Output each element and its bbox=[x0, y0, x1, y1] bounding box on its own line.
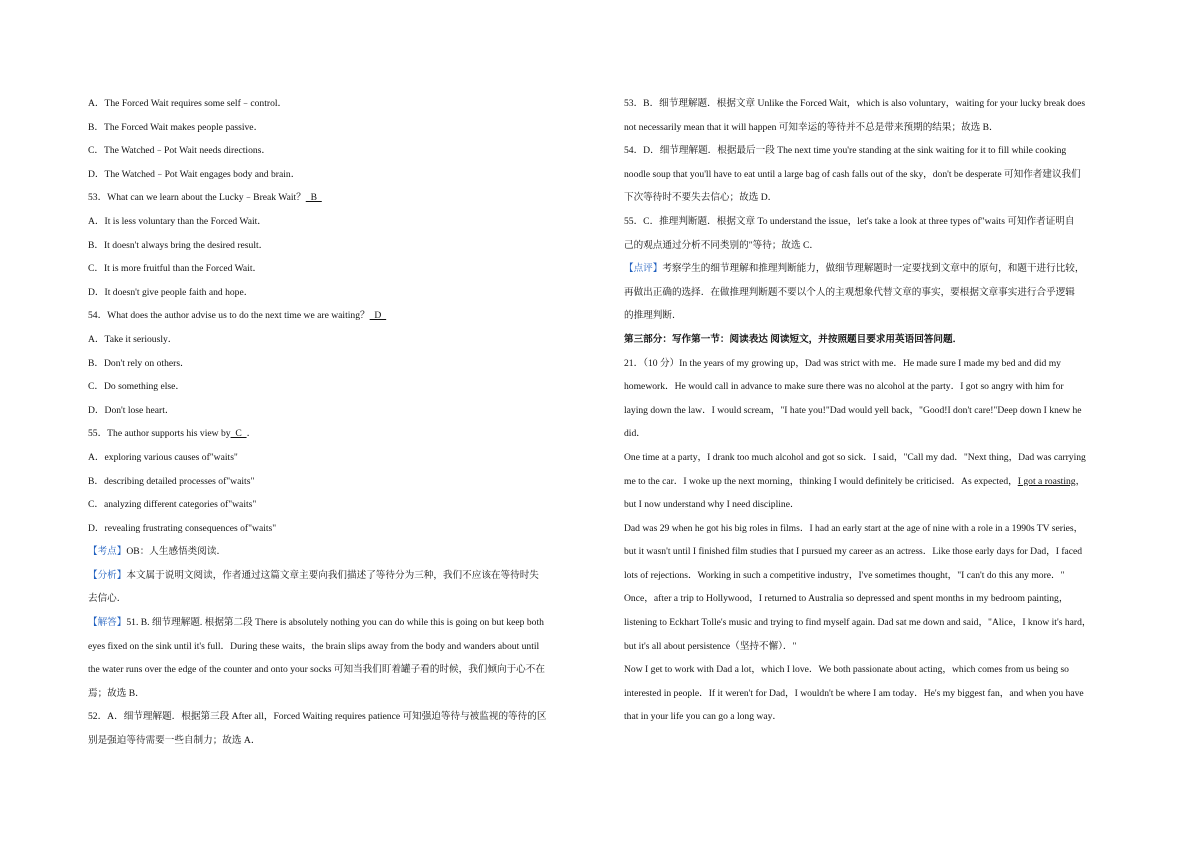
kaodian-tag: 【考点】 bbox=[88, 546, 127, 558]
jieda-tag: 【解答】 bbox=[88, 617, 127, 629]
fenxi-line-2: 去信心． bbox=[88, 593, 127, 605]
passage-21-line-2: homework．He would call in advance to make sure there was no alcohol at the party．I got so angry with him for bbox=[624, 381, 1064, 393]
passage-p2-line-2-pre: me to the car．I woke up the next morning，thinking I would definitely be criticised．As expected， bbox=[624, 475, 1018, 487]
passage-p2-line-2 bbox=[624, 470, 1128, 494]
question-54-text: 54．What does the author advise us to do the next time we are waiting？ bbox=[88, 310, 370, 322]
jieda-line-3: the water runs over the edge of the counter and onto your socks 可知当我们盯着罐子看的时候，我们倾向于心不在 bbox=[88, 664, 545, 676]
fenxi-text: 本文属于说明文阅读，作者通过这篇文章主要向我们描述了等待分为三种，我们不应该在等待时失 bbox=[126, 569, 539, 581]
question-53 bbox=[88, 186, 590, 210]
q54-option-d: D．Don't lose heart． bbox=[88, 404, 175, 416]
passage-p4-line-2: listening to Eckhart Tolle's music and trying to find myself again. Dad sat me down and said，"Alice，I know it's hard， bbox=[624, 617, 1092, 629]
passage-p4-line-1: Once，after a trip to Hollywood，I returned to Australia so depressed and spent months in my bedroom painting， bbox=[624, 593, 1069, 605]
passage-p2-line-2-post: ， bbox=[1075, 475, 1086, 487]
passage-p3-line-1: Dad was 29 when he got his big roles in films．I had an early start at the age of nine with a role in a 1990s TV series， bbox=[624, 522, 1084, 534]
passage-p5-line-3: that in your life you can go a long way． bbox=[624, 711, 782, 723]
section-heading: 第三部分：写作第一节：阅读表达 阅读短文，并按照题目要求用英语回答问题． bbox=[624, 333, 963, 345]
q55-explanation: 55．C．推理判断题．根据文章 To understand the issue，let's take a look at three types of"waits 可知作者证明自 bbox=[624, 215, 1075, 227]
passage-21-line-4: did． bbox=[624, 428, 646, 440]
q53-option-c: C．It is more fruitful than the Forced Wait． bbox=[88, 263, 263, 275]
dianping-line-2: 再做出正确的选择．在做推理判断题不要以个人的主观想象代替文章的事实，要根据文章事实进行合乎逻辑 bbox=[624, 286, 1075, 298]
passage-p5-line-1: Now I get to work with Dad a lot，which I love．We both passionate about acting，which comes from us being so bbox=[624, 664, 1069, 676]
question-54-answer: D bbox=[369, 310, 387, 322]
question-53-answer: B bbox=[305, 192, 322, 204]
q52-option-b: B．The Forced Wait makes people passive． bbox=[88, 121, 264, 133]
q55-option-c: C．analyzing different categories of"waits" bbox=[88, 499, 257, 511]
passage-p3-line-3: lots of rejections．Working in such a competitive industry，I've sometimes thought，"I can't do this any more．" bbox=[624, 569, 1065, 581]
jieda-text: 51. B. 细节理解题. 根据第二段 There is absolutely nothing you can do while this is going on but keep both bbox=[126, 617, 544, 629]
q53-option-b: B．It doesn't always bring the desired result． bbox=[88, 239, 269, 251]
q53-option-a: A．It is less voluntary than the Forced Wait． bbox=[88, 215, 267, 227]
passage-p2-line-3: but I now understand why I need discipline． bbox=[624, 499, 800, 511]
passage-21-line-3: laying down the law．I would scream，"I hate you!"Dad would yell back，"Good!I don't care!"Deep down I knew he bbox=[624, 404, 1082, 416]
question-55-text: 55．The author supports his view by bbox=[88, 428, 231, 440]
dianping-line bbox=[624, 257, 1128, 281]
q55-option-a: A．exploring various causes of"waits" bbox=[88, 451, 238, 463]
q54-explanation-2: noodle soup that you'll have to eat until a large bag of cash falls out of the sky，don't be desperate 可知作者建议我们 bbox=[624, 168, 1081, 180]
passage-p3-line-2: but it wasn't until I finished film studies that I pursued my career as an actress．Like those early days for Dad，I faced bbox=[624, 546, 1083, 558]
q52-option-a: A．The Forced Wait requires some self﹣control． bbox=[88, 98, 288, 109]
kaodian-line bbox=[88, 540, 590, 564]
q52-explanation: 52．A．细节理解题．根据第三段 After all，Forced Waiting requires patience 可知强迫等待与被监视的等待的区 bbox=[88, 711, 547, 723]
dianping-line-3: 的推理判断． bbox=[624, 310, 682, 322]
passage-21-line-1: 21．（10 分）In the years of my growing up，Dad was strict with me．He made sure I made my bed and did my bbox=[624, 357, 1061, 369]
dianping-tag: 【点评】 bbox=[624, 263, 663, 275]
question-55-answer: C bbox=[230, 428, 247, 440]
q53-option-d: D．It doesn't give people faith and hope． bbox=[88, 286, 254, 298]
jieda-line-2: eyes fixed on the sink until it's full．During these waits，the brain slips away from the body and wanders about until bbox=[88, 640, 540, 652]
q54-explanation: 54．D．细节理解题．根据最后一段 The next time you're standing at the sink waiting for it to fill while cooking bbox=[624, 145, 1067, 157]
q55-explanation-2: 己的观点通过分析不同类别的"等待；故选 C． bbox=[624, 239, 819, 251]
left-column bbox=[88, 92, 590, 753]
fenxi-tag: 【分析】 bbox=[88, 569, 127, 581]
passage-p2-line-1: One time at a party，I drank too much alcohol and got so sick．I said，"Call my dad．"Next thing，Dad was carrying bbox=[624, 451, 1086, 463]
question-55 bbox=[88, 422, 590, 446]
q54-option-a: A．Take it seriously． bbox=[88, 333, 178, 345]
q54-option-b: B．Don't rely on others． bbox=[88, 357, 190, 369]
kaodian-text: OB：人生感悟类阅读． bbox=[126, 546, 227, 558]
fenxi-line bbox=[88, 564, 590, 588]
underlined-phrase: I got a roasting bbox=[1017, 475, 1076, 487]
passage-p5-line-2: interested in people．If it weren't for Dad，I wouldn't be where I am today．He's my biggest fan，and when you have bbox=[624, 687, 1084, 699]
passage-p4-line-3: but it's all about persistence（坚持不懈）．" bbox=[624, 640, 797, 652]
right-column bbox=[624, 92, 1128, 729]
q55-option-b: B．describing detailed processes of"waits" bbox=[88, 475, 255, 487]
dianping-text: 考察学生的细节理解和推理判断能力，做细节理解题时一定要找到文章中的原句，和题干进行比较， bbox=[662, 263, 1085, 275]
q52-option-c: C．The Watched﹣Pot Wait needs directions． bbox=[88, 145, 272, 157]
q54-explanation-3: 下次等待时不要失去信心；故选 D． bbox=[624, 192, 778, 204]
q55-option-d: D．revealing frustrating consequences of"waits" bbox=[88, 522, 277, 534]
jieda-line-4: 焉；故选 B． bbox=[88, 687, 145, 699]
q54-option-c: C．Do something else． bbox=[88, 381, 185, 393]
question-55-end: ． bbox=[246, 428, 257, 440]
q52-option-d: D．The Watched﹣Pot Wait engages body and brain． bbox=[88, 168, 301, 180]
question-54 bbox=[88, 304, 590, 328]
q53-explanation: 53．B．细节理解题．根据文章 Unlike the Forced Wait，which is also voluntary，waiting for your lucky break does bbox=[624, 98, 1086, 109]
question-53-text: 53．What can we learn about the Lucky﹣Break Wait？ bbox=[88, 192, 306, 204]
q52-explanation-2: 别是强迫等待需要一些自制力；故选 A． bbox=[88, 735, 261, 747]
jieda-line bbox=[88, 611, 590, 635]
q53-explanation-2: not necessarily mean that it will happen 可知幸运的等待并不总是带来预期的结果；故选 B． bbox=[624, 121, 999, 133]
